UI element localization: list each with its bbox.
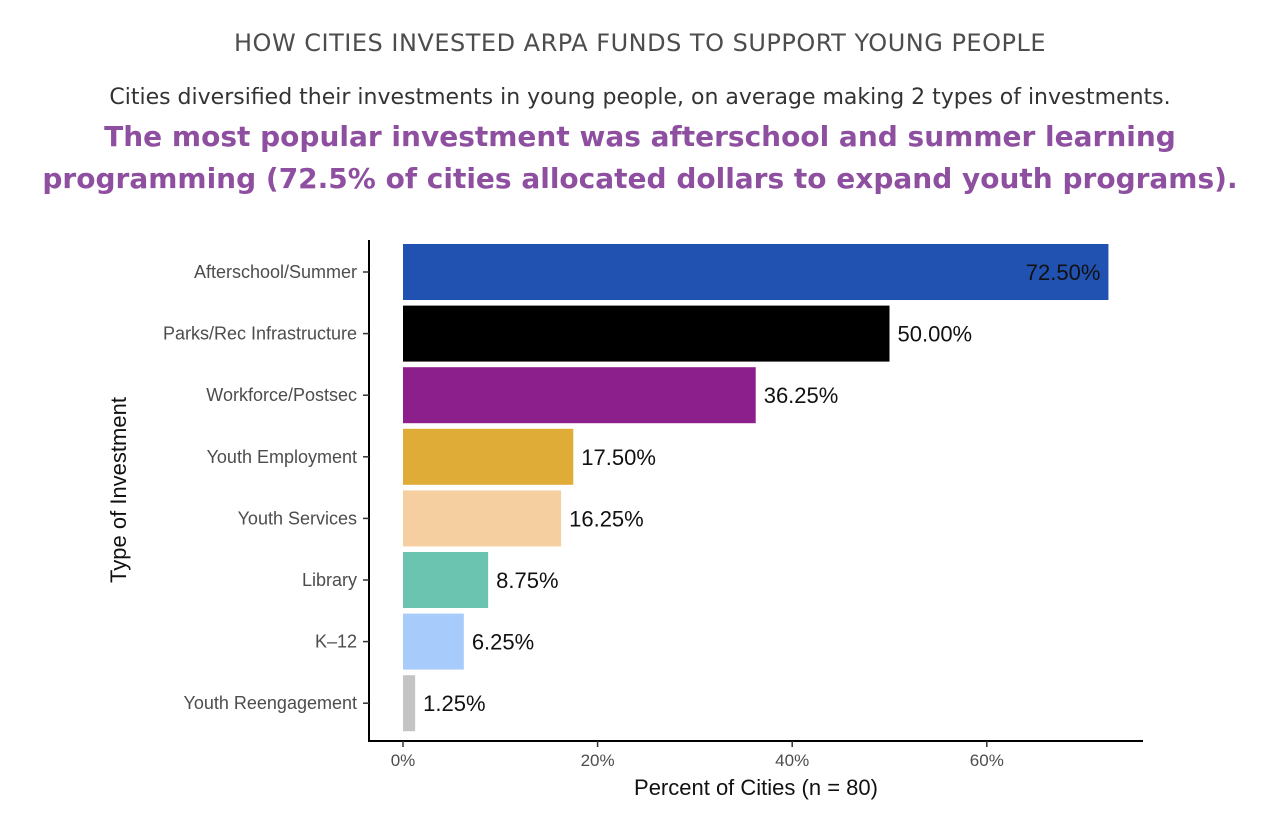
category-label-1: Parks/Rec Infrastructure <box>162 323 357 344</box>
bar-7 <box>403 675 415 731</box>
bar-6 <box>403 614 464 670</box>
bar-value-label-6: 6.25% <box>471 629 535 655</box>
x-tick-label-3: 60% <box>969 751 1004 770</box>
chart-title: HOW CITIES INVESTED ARPA FUNDS TO SUPPORT YOUNG PEOPLE <box>234 29 1046 57</box>
bar-value-label-1: 50.00% <box>897 321 973 347</box>
bar-value-label-4: 16.25% <box>569 506 644 532</box>
chart-subtitle: Cities diversified their investments in young people, on average making 2 types of investments. <box>109 85 1171 110</box>
bar-value-label-7: 1.25% <box>423 691 486 717</box>
bars-layer <box>403 244 1108 731</box>
bar-value-label-5: 8.75% <box>496 568 559 593</box>
x-tick-label-2: 40% <box>775 751 810 770</box>
category-label-7: Youth Reengagement <box>183 693 357 714</box>
category-label-0: Afterschool/Summer <box>193 262 357 282</box>
category-label-2: Workforce/Postsec <box>206 385 357 406</box>
bar-3 <box>403 429 573 485</box>
bar-value-label-0: 72.50% <box>1025 260 1101 285</box>
x-tick-label-0: 0% <box>390 751 416 770</box>
bar-value-label-3: 17.50% <box>581 444 656 470</box>
highlight-text: The most popular investment was afterschool and summer learning programming (72.5% of cities allocated dollars to expand youth programs). <box>42 120 1238 195</box>
category-label-3: Youth Employment <box>206 446 357 467</box>
bar-0 <box>403 244 1108 300</box>
x-axis-title: Percent of Cities (n = 80) <box>634 775 878 800</box>
x-tick-label-1: 20% <box>580 751 615 770</box>
bar-value-label-2: 36.25% <box>763 383 839 409</box>
bar-2 <box>403 367 756 423</box>
bar-4 <box>403 490 561 546</box>
category-label-6: K‒12 <box>314 631 357 652</box>
category-label-5: Library <box>301 570 357 590</box>
bar-5 <box>403 552 488 608</box>
bar-1 <box>403 306 890 362</box>
category-label-4: Youth Services <box>237 508 357 529</box>
y-axis-title: Type of Investment <box>106 397 131 583</box>
